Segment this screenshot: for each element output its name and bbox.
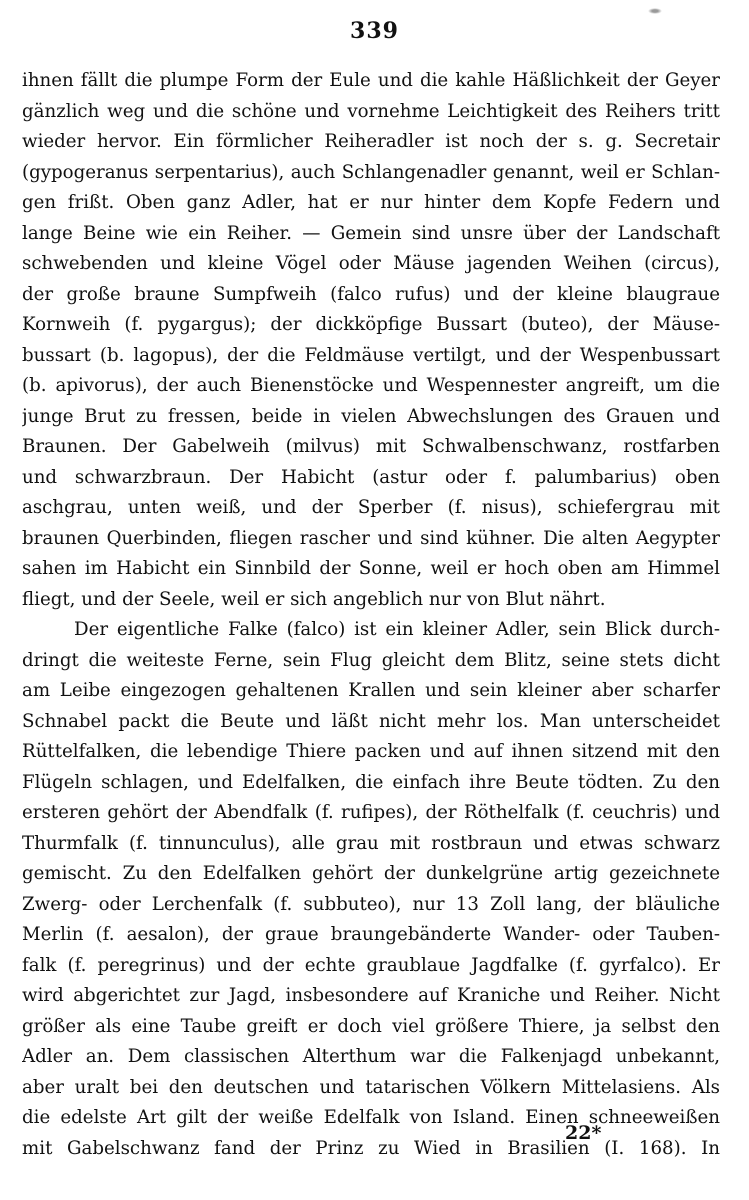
text-line: Schnabel packt die Beute und läßt nicht mehr los. Man unterscheidet	[22, 710, 720, 732]
text-line: mit Gabelschwanz fand der Prinz zu Wied in Brasilien (I. 168). In	[22, 1137, 720, 1159]
text-line: schwebenden und kleine Vögel oder Mäuse jagenden Weihen (circus),	[22, 253, 720, 274]
text-line: Rüttelfalken, die lebendige Thiere packen und auf ihnen sitzend mit den	[22, 741, 720, 762]
text-line: die edelste Art gilt der weiße Edelfalk von Island. Einen schneeweißen	[22, 1107, 720, 1128]
text-line: braunen Querbinden, fliegen rascher und sind kühner. Die alten Aegypter	[22, 527, 720, 549]
text-line: lange Beine wie ein Reiher. — Gemein sind unsre über der Landschaft	[22, 222, 720, 244]
text-line: der große braune Sumpfweih (falco rufus) und der kleine blaugraue	[22, 283, 720, 305]
paper-speck	[648, 8, 662, 14]
text-line: Adler an. Dem classischen Alterthum war die Falkenjagd unbekannt,	[22, 1046, 720, 1067]
text-line: größer als eine Taube greift er doch viel größere Thiere, ja selbst den	[22, 1015, 720, 1037]
text-line: Kornweih (f. pygargus); der dickköpfige Bussart (buteo), der Mäuse-	[22, 314, 720, 335]
text-line: Thurmfalk (f. tinnunculus), alle grau mit rostbraun und etwas schwarz	[22, 832, 720, 854]
text-line: wird abgerichtet zur Jagd, insbesondere auf Kraniche und Reiher. Nicht	[22, 985, 720, 1006]
text-line: (gypogeranus serpentarius), auch Schlangenadler genannt, weil er Schlan-	[22, 161, 720, 183]
printer-signature-mark: 22*	[565, 1122, 602, 1144]
text-line: ihnen fällt die plumpe Form der Eule und die kahle Häßlichkeit der Geyer	[22, 70, 720, 91]
text-line: junge Brut zu fressen, beide in vielen Abwechslungen des Grauen und	[22, 405, 720, 427]
text-line: dringt die weiteste Ferne, sein Flug gleicht dem Blitz, seine stets dicht	[22, 649, 720, 671]
text-line: Braunen. Der Gabelweih (milvus) mit Schwalbenschwanz, rostfarben	[22, 436, 720, 457]
text-line: Merlin (f. aesalon), der graue braungebänderte Wander- oder Tauben-	[22, 924, 720, 945]
text-line: aber uralt bei den deutschen und tatarischen Völkern Mittelasiens. Als	[22, 1076, 720, 1098]
text-line: ersteren gehört der Abendfalk (f. rufipes), der Röthelfalk (f. ceuchris) und	[22, 802, 720, 823]
text-line: gänzlich weg und die schöne und vornehme Leichtigkeit des Reihers tritt	[22, 100, 720, 122]
text-line: bussart (b. lagopus), der die Feldmäuse vertilgt, und der Wespenbussart	[22, 344, 720, 366]
text-line: sahen im Habicht ein Sinnbild der Sonne, weil er hoch oben am Himmel	[22, 558, 720, 579]
text-line: aschgrau, unten weiß, und der Sperber (f. nisus), schiefergrau mit	[22, 497, 720, 518]
paragraph-end-line: fliegt, und der Seele, weil er sich angeblich nur von Blut nährt.	[22, 588, 606, 610]
text-line: Flügeln schlagen, und Edelfalken, die einfach ihre Beute tödten. Zu den	[22, 771, 720, 793]
text-line: gen frißt. Oben ganz Adler, hat er nur hinter dem Kopfe Federn und	[22, 192, 720, 213]
text-line: und schwarzbraun. Der Habicht (astur oder f. palumbarius) oben	[22, 466, 720, 488]
text-line: (b. apivorus), der auch Bienenstöcke und Wespennester angreift, um die	[22, 375, 720, 396]
paragraph-start-line: Der eigentliche Falke (falco) ist ein kleiner Adler, sein Blick durch-	[74, 619, 720, 640]
text-line: Zwerg- oder Lerchenfalk (f. subbuteo), nur 13 Zoll lang, der bläuliche	[22, 893, 720, 915]
text-line: gemischt. Zu den Edelfalken gehört der dunkelgrüne artig gezeichnete	[22, 863, 720, 884]
body-text	[22, 66, 720, 1164]
text-line: falk (f. peregrinus) und der echte graublaue Jagdfalke (f. gyrfalco). Er	[22, 954, 720, 976]
page-number: 339	[350, 18, 399, 44]
text-line: wieder hervor. Ein förmlicher Reiheradler ist noch der s. g. Secretair	[22, 131, 720, 152]
text-line: am Leibe eingezogen gehaltenen Krallen und sein kleiner aber scharfer	[22, 680, 720, 701]
